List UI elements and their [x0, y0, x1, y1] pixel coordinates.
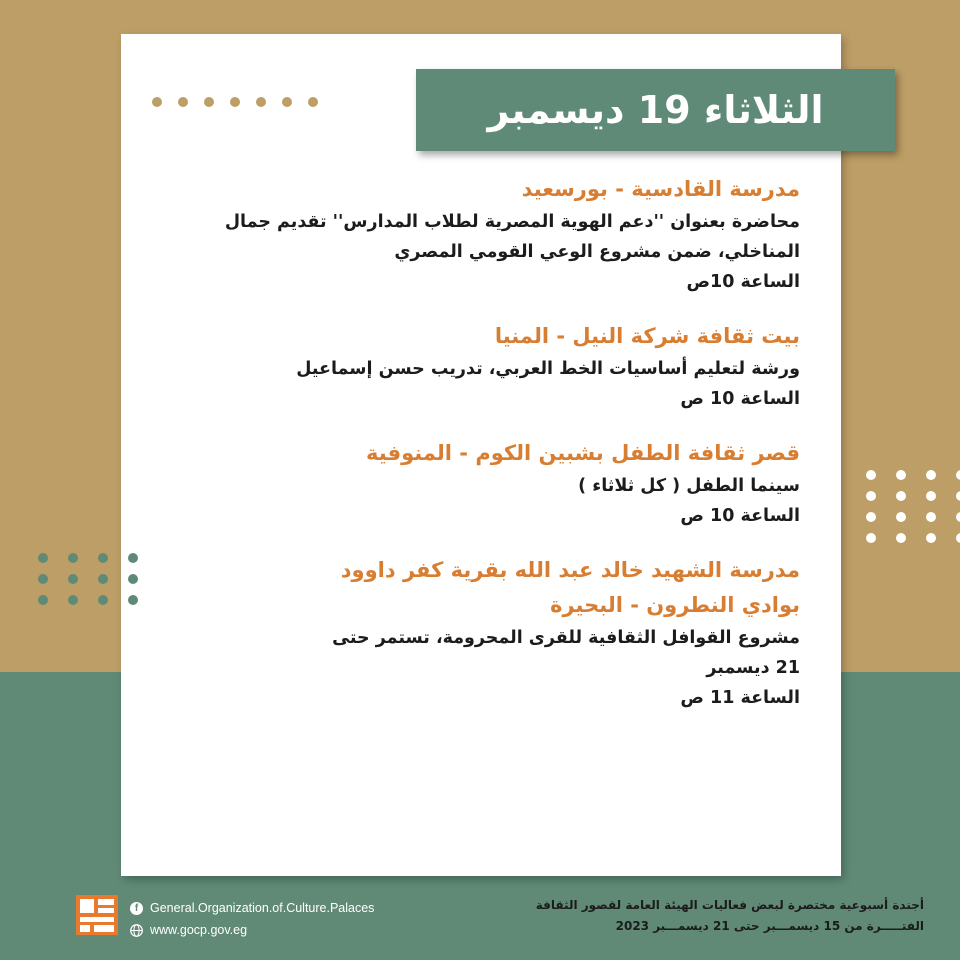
event-description: سينما الطفل ( كل ثلاثاء ) [578, 476, 800, 496]
event-description: محاضرة بعنوان ''دعم الهوية المصرية لطلاب المدارس'' تقديم جمال المناخلي، ضمن مشروع الوعي القومي المصري [224, 212, 800, 262]
event-item [150, 172, 800, 297]
facebook-link[interactable]: General.Organization.of.Culture.Palaces [150, 901, 375, 915]
agenda-title: أجندة أسبوعية مختصرة لبعض فعاليات الهيئة العامة لقصور الثقافة [535, 898, 924, 912]
event-time: الساعة 10ص [686, 272, 800, 292]
event-item [150, 553, 800, 713]
event-time: الساعة 10 ص [680, 389, 800, 409]
date-banner [416, 69, 895, 151]
facebook-icon: f [130, 902, 143, 915]
event-item [150, 436, 800, 531]
event-time: الساعة 11 ص [680, 688, 800, 708]
decorative-dots-top [152, 97, 352, 111]
event-venue: بيت ثقافة شركة النيل - المنيا [494, 324, 800, 348]
event-venue: مدرسة القادسية - بورسعيد [521, 177, 800, 201]
footer-contacts [130, 897, 374, 941]
events-list [150, 172, 800, 735]
website-row[interactable] [130, 919, 374, 941]
facebook-row[interactable] [130, 897, 374, 919]
event-item [150, 319, 800, 414]
footer-agenda [504, 895, 924, 937]
decorative-dots-left [38, 553, 138, 605]
decorative-dots-right [866, 470, 960, 543]
website-link[interactable]: www.gocp.gov.eg [150, 923, 248, 937]
event-venue: مدرسة الشهيد خالد عبد الله بقرية كفر داوود بوادي النطرون - البحيرة [340, 558, 800, 617]
event-description: ورشة لتعليم أساسيات الخط العربي، تدريب حسن إسماعيل [296, 359, 800, 379]
event-venue: قصر ثقافة الطفل بشبين الكوم - المنوفية [366, 441, 800, 465]
agenda-period: الفتـــــرة من 15 ديسمـــبر حتى 21 ديسمـــبر 2023 [615, 919, 924, 933]
event-time: الساعة 10 ص [680, 506, 800, 526]
globe-icon [130, 924, 143, 937]
event-extra: 21 ديسمبر [706, 658, 800, 678]
gocp-logo [74, 893, 120, 937]
event-description: مشروع القوافل الثقافية للقرى المحرومة، تستمر حتى [332, 628, 800, 648]
date-title: الثلاثاء 19 ديسمبر [487, 88, 824, 132]
